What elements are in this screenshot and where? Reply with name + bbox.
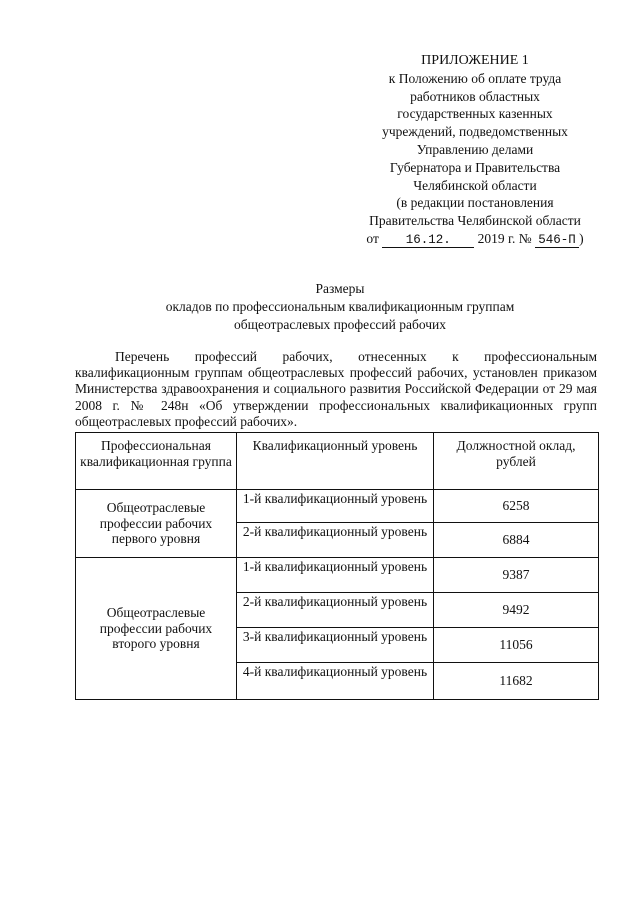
appendix-title: ПРИЛОЖЕНИЕ 1 bbox=[421, 53, 529, 68]
salary-cell: 6884 bbox=[434, 523, 599, 558]
appendix-date-line bbox=[340, 230, 610, 248]
header-cell: Профессиональная квалификационная группа bbox=[76, 433, 237, 490]
salary-cell: 9492 bbox=[434, 593, 599, 628]
level-cell: 2-й квалификационный уровень bbox=[237, 523, 434, 558]
level-cell: 2-й квалификационный уровень bbox=[237, 593, 434, 628]
level-cell: 4-й квалификационный уровень bbox=[237, 663, 434, 700]
table-row bbox=[76, 558, 599, 593]
table-row bbox=[76, 490, 599, 523]
appendix-line: Челябинской области bbox=[413, 177, 537, 193]
document-heading bbox=[80, 280, 600, 334]
salary-cell: 11056 bbox=[434, 628, 599, 663]
appendix-line: (в редакции постановления bbox=[396, 195, 554, 211]
appendix-line: Правительства Челябинской области bbox=[369, 213, 581, 229]
group-cell: Общеотраслевые профессии рабочих первого уровня bbox=[76, 490, 237, 558]
level-cell: 3-й квалификационный уровень bbox=[237, 628, 434, 663]
appendix-block bbox=[340, 52, 610, 248]
close-paren: ) bbox=[579, 230, 584, 246]
salary-cell: 9387 bbox=[434, 558, 599, 593]
salary-cell: 11682 bbox=[434, 663, 599, 700]
date-prefix: от bbox=[366, 230, 379, 246]
salary-cell: 6258 bbox=[434, 490, 599, 523]
resolution-number: 546-П bbox=[535, 234, 579, 248]
appendix-line: Губернатора и Правительства bbox=[389, 159, 561, 175]
appendix-line: государственных казенных bbox=[397, 106, 553, 122]
heading-line: общеотраслевых профессий рабочих bbox=[233, 317, 447, 332]
salary-table bbox=[75, 432, 599, 700]
appendix-line: Управлению делами bbox=[416, 141, 534, 157]
appendix-line: работников областных bbox=[410, 88, 540, 104]
year-text: 2019 г. № bbox=[477, 230, 532, 246]
heading-line: Размеры bbox=[315, 281, 365, 296]
level-cell: 1-й квалификационный уровень bbox=[237, 490, 434, 523]
heading-line: окладов по профессиональным квалификационным группам bbox=[165, 299, 515, 314]
appendix-line: к Положению об оплате труда bbox=[388, 70, 562, 86]
group-cell: Общеотраслевые профессии рабочих второго уровня bbox=[76, 558, 237, 700]
header-cell: Квалификационный уровень bbox=[237, 433, 434, 490]
intro-paragraph: Перечень профессий рабочих, отнесенных к профессиональным квалификационным группам общеотраслевых профессий рабочих, установлен приказом Министерства здравоохранения и социального развития Российской Федерации от 29 мая 2008 г. № 248н «Об утверждении профессиональных квалификационных групп общеотраслевых профессий рабочих». bbox=[75, 349, 597, 429]
table-header-row bbox=[76, 433, 599, 490]
resolution-date: 16.12. bbox=[382, 234, 474, 248]
appendix-line: учреждений, подведомственных bbox=[382, 124, 568, 140]
header-cell: Должностной оклад, рублей bbox=[434, 433, 599, 490]
level-cell: 1-й квалификационный уровень bbox=[237, 558, 434, 593]
